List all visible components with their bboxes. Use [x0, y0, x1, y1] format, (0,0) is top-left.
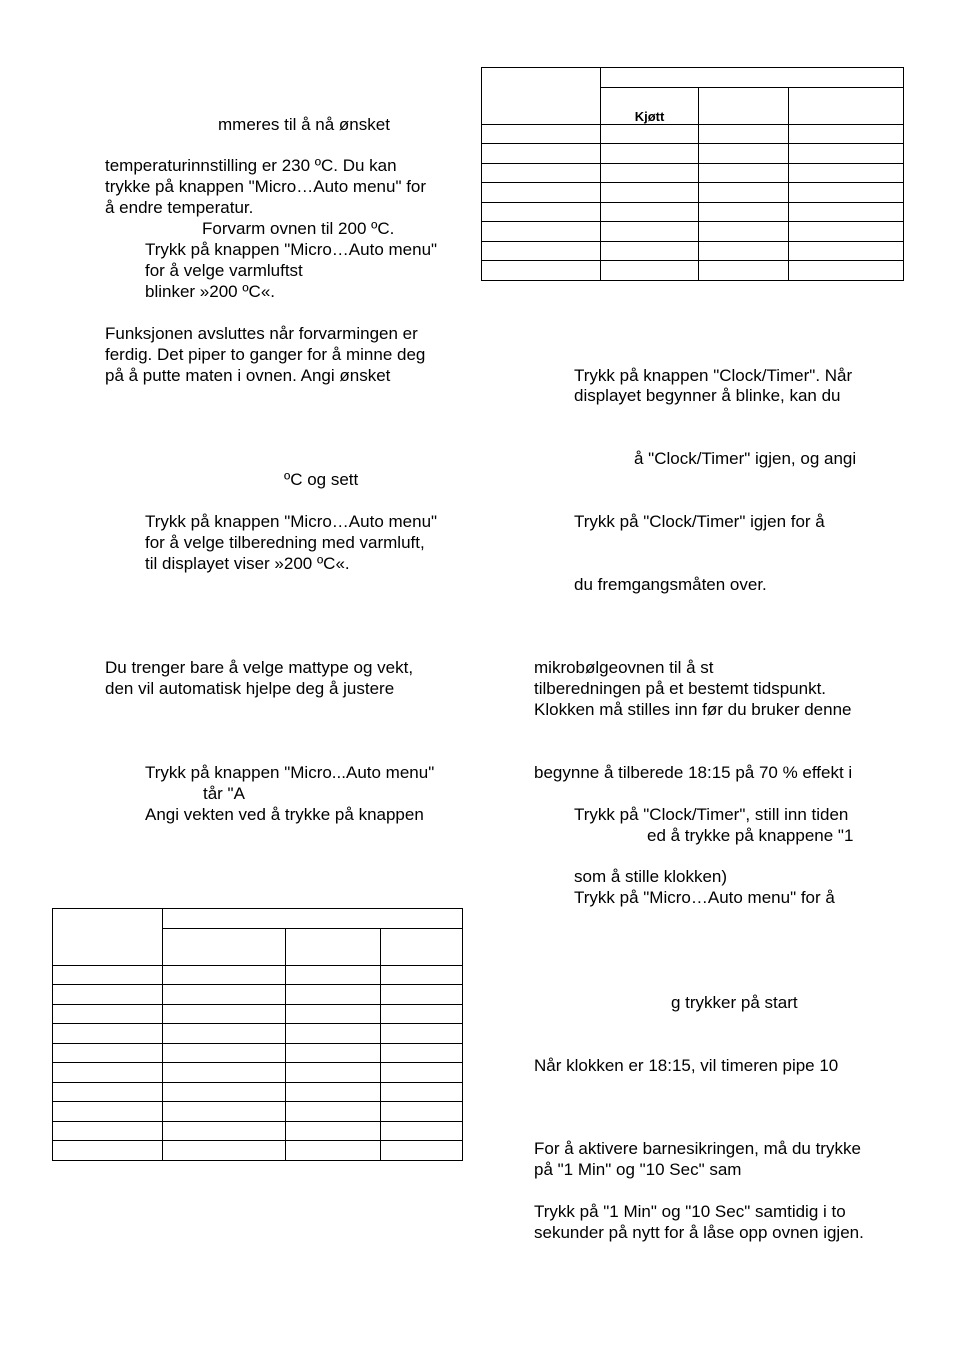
text-line: ed å trykke på knappene "1: [647, 826, 854, 845]
table-row: [53, 1024, 463, 1044]
text-line: begynne å tilberede 18:15 på 70 % effekt i: [534, 763, 853, 782]
table-row: [53, 1005, 463, 1024]
text-line: som å stille klokken): [574, 867, 728, 886]
text-line: på å putte maten i ovnen. Angi ønsket: [105, 366, 391, 385]
text-line: Trykk på knappen "Micro…Auto menu": [145, 512, 438, 531]
text-line: sekunder på nytt for å låse opp ovnen igjen.: [534, 1223, 864, 1242]
text-line: trykke på knappen "Micro…Auto menu" for: [105, 177, 427, 196]
table-row: [482, 125, 904, 144]
text-line: mikrobølgeovnen til å st: [534, 658, 714, 677]
text-line: Klokken må stilles inn før du bruker denne: [534, 700, 852, 719]
text-line: Trykk på knappen "Micro...Auto menu": [145, 763, 435, 782]
text-line: Angi vekten ved å trykke på knappen: [145, 805, 424, 824]
table-header-cell: [699, 88, 789, 125]
text-line: g trykker på start: [671, 993, 798, 1012]
text-line: temperaturinnstilling er 230 ºC. Du kan: [105, 156, 397, 175]
text-line: for å velge tilberedning med varmluft,: [145, 533, 425, 552]
table-group-header: [601, 68, 904, 88]
table-row: [482, 144, 904, 164]
text-line: Forvarm ovnen til 200 ºC.: [202, 219, 395, 238]
text-line: den vil automatisk hjelpe deg å justere: [105, 679, 395, 698]
table-group-header: [163, 909, 463, 929]
text-line: til displayet viser »200 ºC«.: [145, 554, 350, 573]
top-table: [481, 67, 904, 281]
text-line: Trykk på "Micro…Auto menu" for å: [574, 888, 835, 907]
table-row: [53, 1044, 463, 1063]
text-line: for å velge varmluftst: [145, 261, 303, 280]
text-line: Trykk på "Clock/Timer", still inn tiden: [574, 805, 849, 824]
text-line: Du trenger bare å velge mattype og vekt,: [105, 658, 414, 677]
text-line: du fremgangsmåten over.: [574, 575, 767, 594]
table-header-kjott: Kjøtt: [601, 88, 699, 125]
text-line: Når klokken er 18:15, vil timeren pipe 10: [534, 1056, 839, 1075]
text-line: Funksjonen avsluttes når forvarmingen er: [105, 324, 418, 343]
table-header-cell: [163, 929, 286, 966]
text-line: ferdig. Det piper to ganger for å minne deg: [105, 345, 426, 364]
table-row: [482, 261, 904, 281]
table-row: [53, 1063, 463, 1083]
table-row: [482, 242, 904, 261]
table-row: [53, 966, 463, 985]
table-row: [53, 1102, 463, 1122]
text-line: Trykk på knappen "Clock/Timer". Når: [574, 366, 853, 385]
table-row: [53, 1141, 463, 1161]
table-header-cell: [381, 929, 463, 966]
text-line: Trykk på "1 Min" og "10 Sec" samtidig i to: [534, 1202, 846, 1221]
table-corner-cell: [482, 68, 601, 125]
text-line: displayet begynner å blinke, kan du: [574, 386, 841, 405]
table-row: [482, 222, 904, 242]
table-header-cell: [789, 88, 904, 125]
table-row: [482, 164, 904, 183]
text-line: på "1 Min" og "10 Sec" sam: [534, 1160, 742, 1179]
table-header-cell: [286, 929, 381, 966]
text-line: å endre temperatur.: [105, 198, 254, 217]
text-line: Trykk på knappen "Micro…Auto menu": [145, 240, 438, 259]
table-corner-cell: [53, 909, 163, 966]
table-row: [482, 203, 904, 222]
table-row: [53, 1083, 463, 1102]
bottom-table: [52, 908, 463, 1161]
table-row: [482, 183, 904, 203]
table-row: [53, 985, 463, 1005]
text-line: ºC og sett: [284, 470, 359, 489]
text-line: tilberedningen på et bestemt tidspunkt.: [534, 679, 827, 698]
text-line: Trykk på "Clock/Timer" igjen for å: [574, 512, 825, 531]
text-line: mmeres til å nå ønsket: [218, 115, 390, 134]
table-row: [53, 1122, 463, 1141]
text-line: tår "A: [203, 784, 245, 803]
text-line: å "Clock/Timer" igjen, og angi: [634, 449, 857, 468]
text-line: blinker »200 ºC«.: [145, 282, 276, 301]
text-line: For å aktivere barnesikringen, må du trykke: [534, 1139, 861, 1158]
